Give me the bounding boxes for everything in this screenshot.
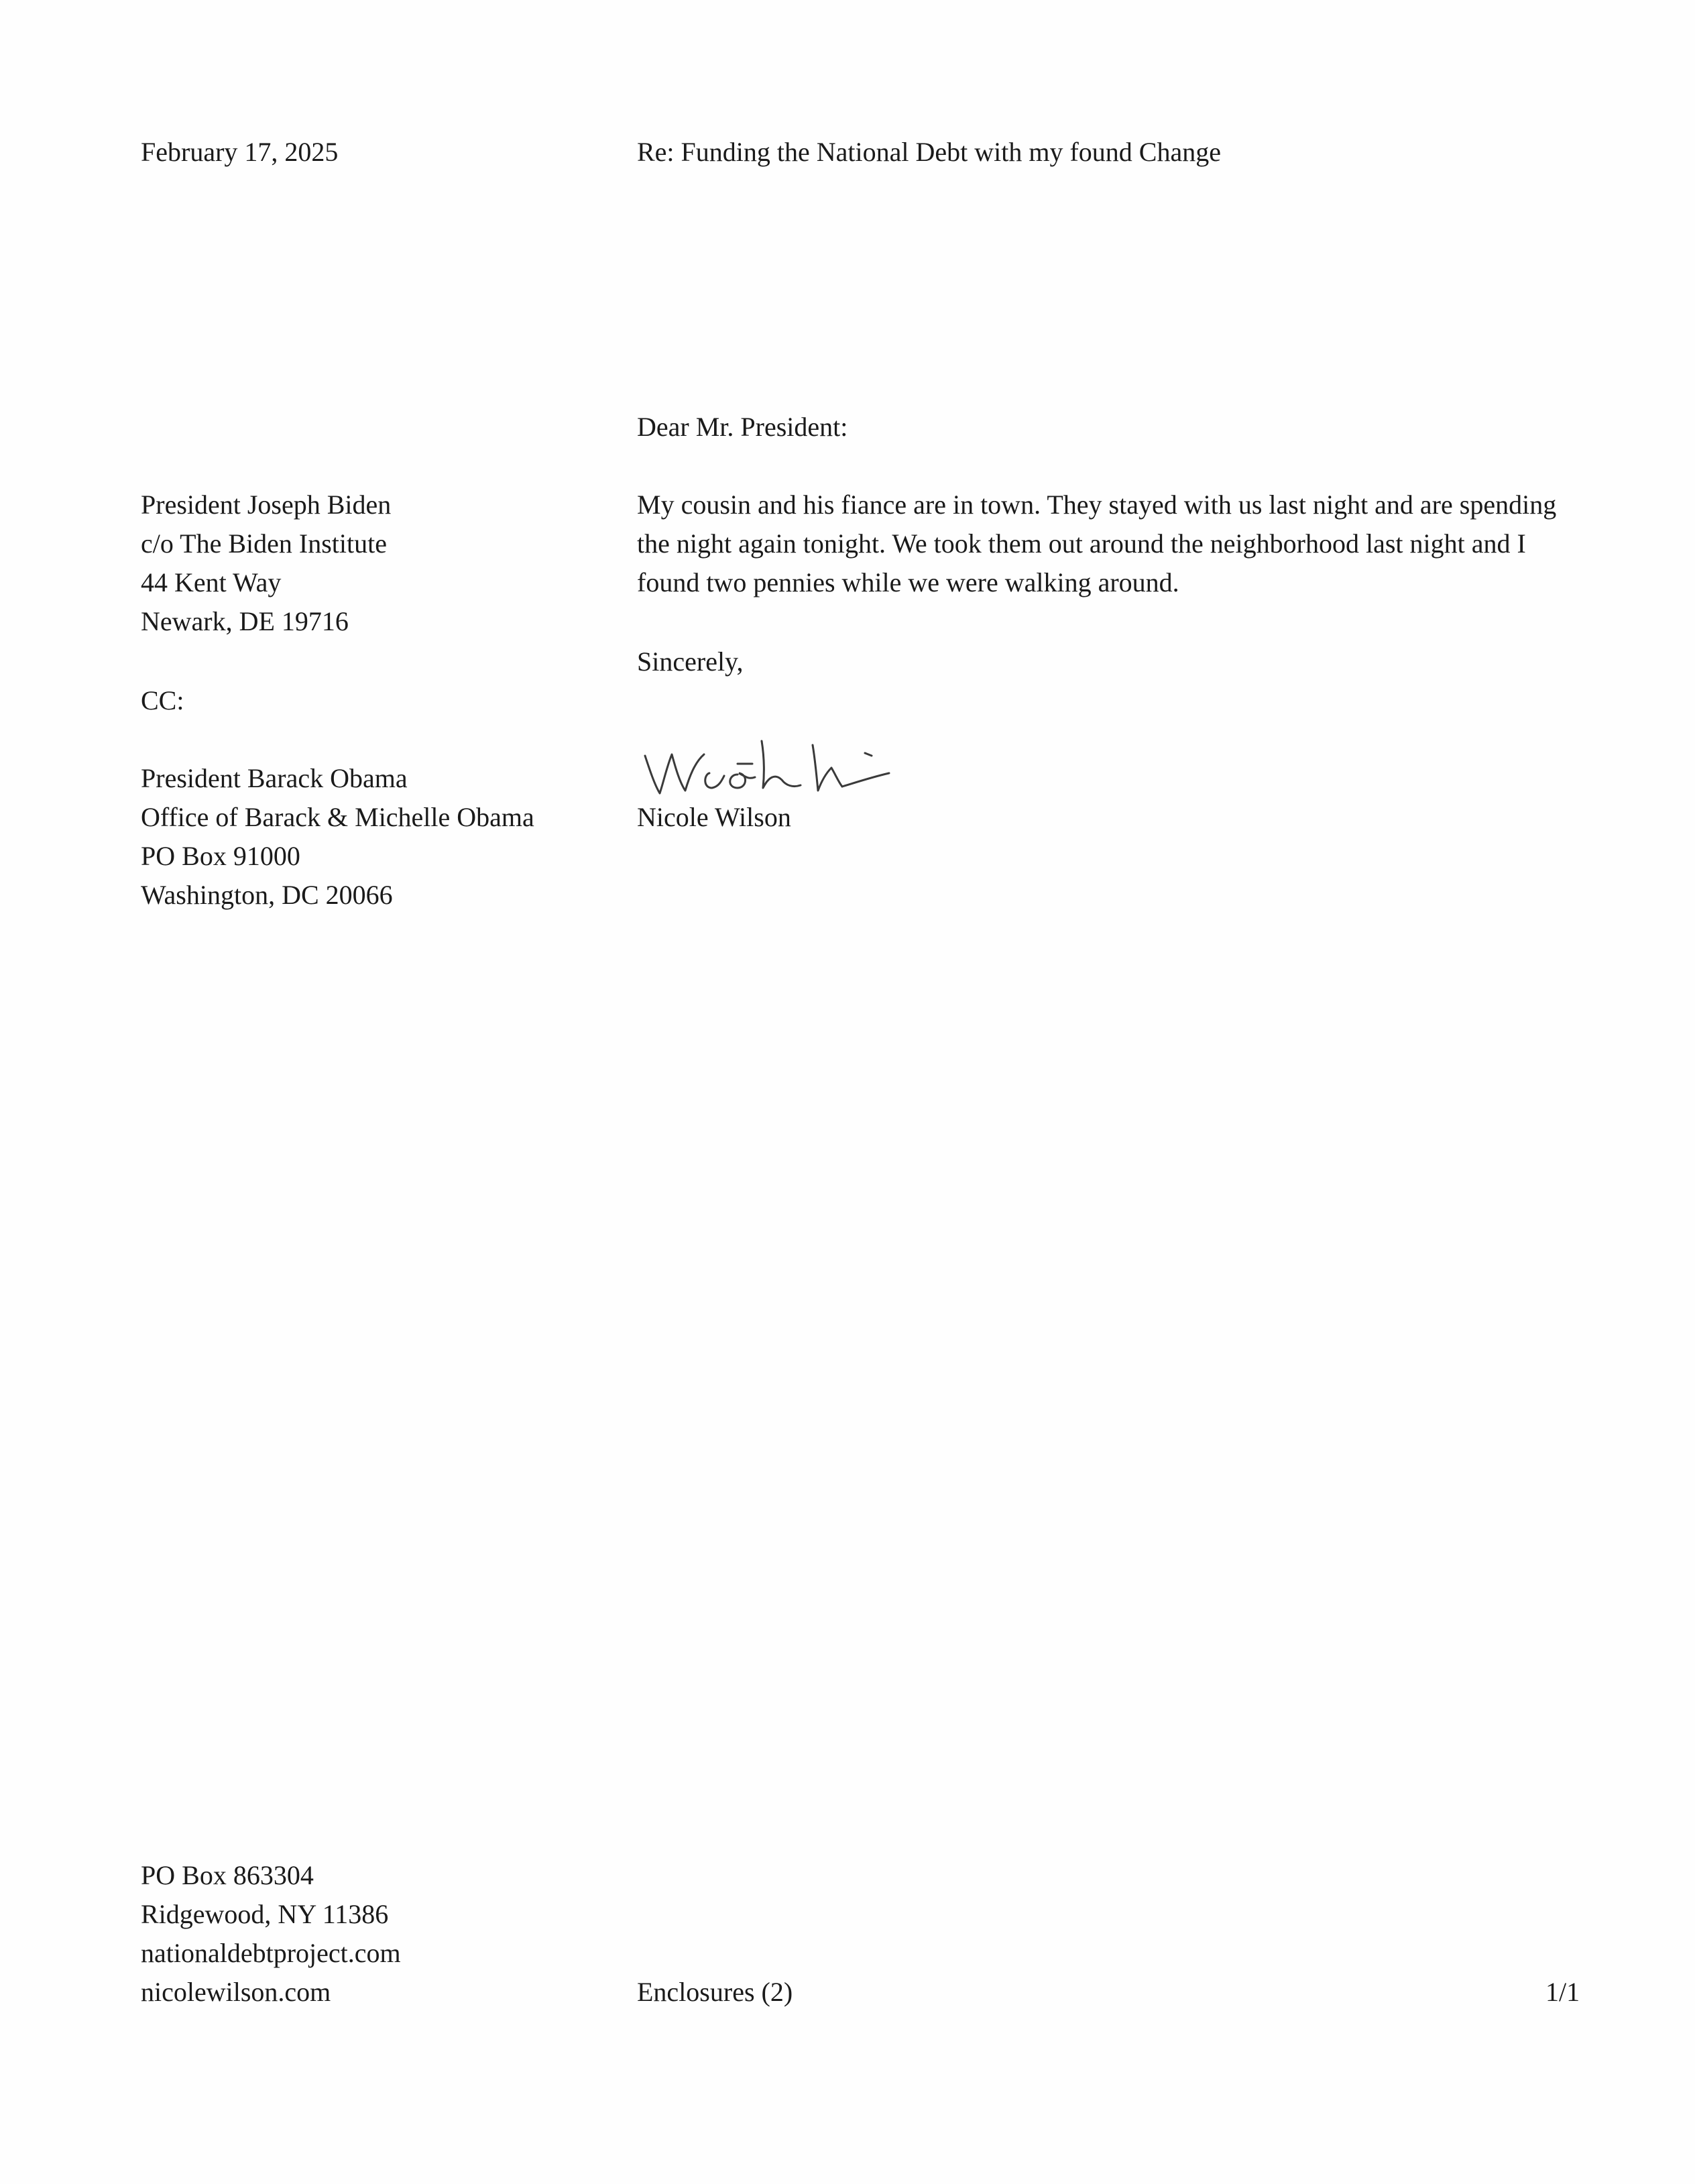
closing: Sincerely, [637,646,744,677]
signer-name: Nicole Wilson [637,802,791,832]
recipient-line-2: c/o The Biden Institute [141,528,387,559]
handwritten-signature [637,721,932,801]
cc-recipient-name: President Barack Obama [141,763,408,793]
cc-recipient-line-3: PO Box 91000 [141,841,300,871]
sender-po-box: PO Box 863304 [141,1860,314,1890]
sender-website-2: nicolewilson.com [141,1977,331,2007]
letter-body: My cousin and his fiance are in town. They stayed with us last night and are spending the night again tonight. We took them out around the neighborhood last night and I found two pennies while we were walking around. [637,490,1557,597]
page-number: 1/1 [1545,1977,1580,2007]
cc-recipient-line-4: Washington, DC 20066 [141,880,393,910]
salutation: Dear Mr. President: [637,412,848,442]
cc-recipient-address [141,759,534,915]
cc-recipient-line-2: Office of Barack & Michelle Obama [141,802,534,832]
letter-subject: Re: Funding the National Debt with my found Change [637,137,1221,167]
sender-website-1: nationaldebtproject.com [141,1938,401,1968]
cc-label: CC: [141,685,184,715]
sender-city: Ridgewood, NY 11386 [141,1899,389,1929]
letter-date: February 17, 2025 [141,137,339,167]
recipient-address [141,485,391,641]
enclosures-note: Enclosures (2) [637,1977,793,2007]
sender-address [141,1856,401,2012]
recipient-name: President Joseph Biden [141,490,392,520]
recipient-line-3: 44 Kent Way [141,567,282,597]
recipient-line-4: Newark, DE 19716 [141,606,349,636]
